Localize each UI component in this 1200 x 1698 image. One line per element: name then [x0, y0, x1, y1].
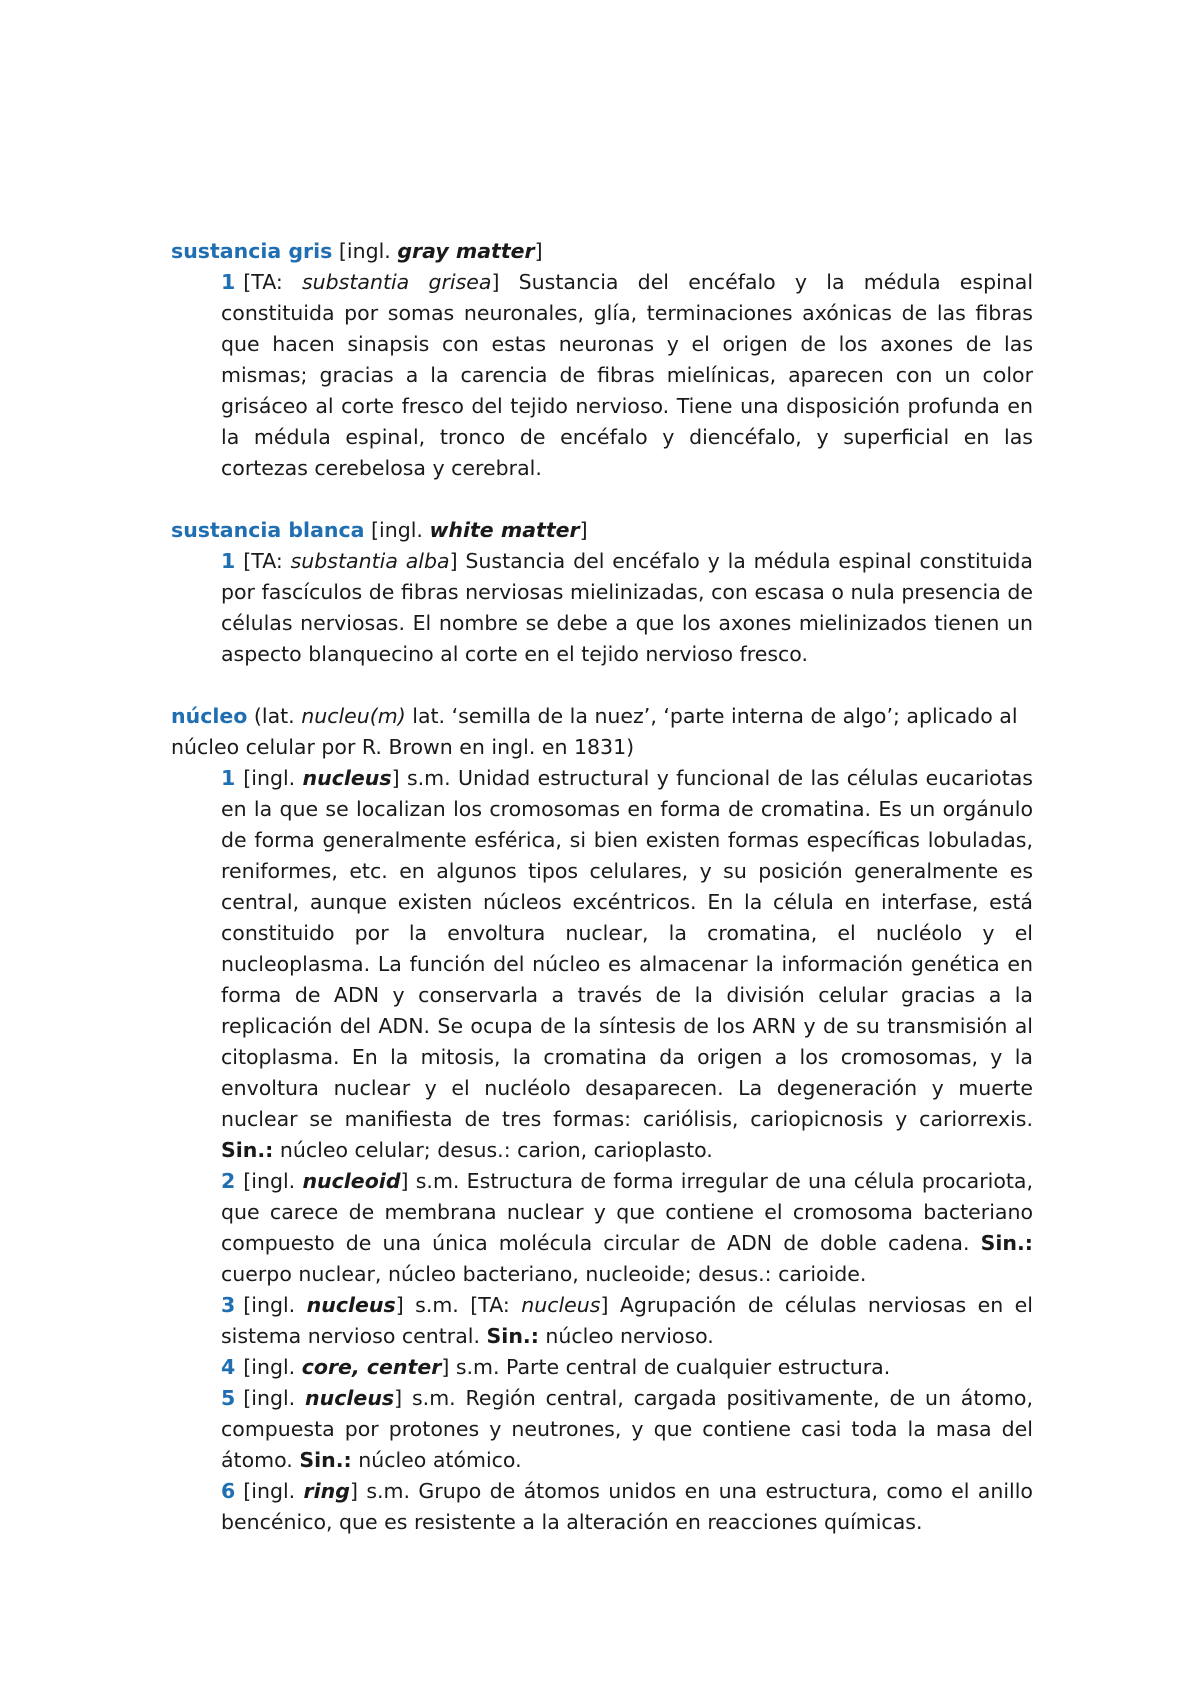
english-open: [ingl.	[243, 1479, 304, 1503]
english-term: nucleoid	[302, 1169, 401, 1193]
synonym-text: núcleo celular; desus.: carion, carioplasto.	[273, 1138, 713, 1162]
ta-open: [TA:	[243, 270, 302, 294]
latin-term: nucleu(m)	[301, 704, 406, 728]
synonym-label: Sin.:	[486, 1324, 539, 1348]
definition-text: ] s.m. Estructura de forma irregular de una célula procariota, que carece de membrana nuclear y que contiene el cromosoma bacteriano compuesto de una única molécula circular de ADN de doble cadena.	[221, 1169, 1033, 1255]
synonym-label: Sin.:	[221, 1138, 274, 1162]
definition-text: Sustancia del encéfalo y la médula espinal constituida por fascículos de fibras nerviosas mielinizadas, con escasa o nula presencia de células nerviosas. El nombre se debe a que los axones mielinizados tienen un aspecto blanquecino al corte en el tejido nervioso fresco.	[221, 549, 1033, 666]
entry-heading	[171, 701, 1033, 763]
entry-term: núcleo	[171, 704, 248, 728]
english-term: core, center	[301, 1355, 442, 1379]
definition-5	[221, 1383, 1033, 1476]
heading-bracket-close: ]	[579, 518, 588, 542]
definition-1	[221, 267, 1033, 484]
ta-open: ] s.m. [TA:	[395, 1293, 522, 1317]
synonym-text: núcleo nervioso.	[538, 1324, 714, 1348]
heading-bracket-close: ]	[534, 239, 543, 263]
definition-3	[221, 1290, 1033, 1352]
heading-bracket-open: [ingl.	[364, 518, 430, 542]
english-term: white matter	[429, 518, 580, 542]
synonym-text: núcleo atómico.	[351, 1448, 522, 1472]
definition-1	[221, 763, 1033, 1166]
entry-heading	[171, 236, 1033, 267]
etymology-start: (lat.	[247, 704, 302, 728]
etymology-text: lat. ‘semilla de la nuez’, ‘parte interna de algo’; aplicado al núcleo celular por R. Brown en ingl. en 1831)	[171, 704, 1018, 759]
english-term: gray matter	[397, 239, 535, 263]
ta-close: ]	[449, 549, 458, 573]
english-term: nucleus	[306, 1293, 396, 1317]
definition-4	[221, 1352, 1033, 1383]
english-term: ring	[303, 1479, 350, 1503]
english-open: [ingl.	[243, 1169, 303, 1193]
definition-text: ] s.m. Parte central de cualquier estructura.	[441, 1355, 891, 1379]
dictionary-page	[171, 236, 1033, 1569]
definition-text: ] s.m. Grupo de átomos unidos en una estructura, como el anillo bencénico, que es resistente a la alteración en reacciones químicas.	[221, 1479, 1033, 1534]
sense-number: 1	[221, 549, 236, 573]
definition-text: Sustancia del encéfalo y la médula espinal constituida por somas neuronales, glía, terminaciones axónicas de las fibras que hacen sinapsis con estas neuronas y el origen de los axones de las mismas; gracias a la carencia de fibras mielínicas, aparecen con un color grisáceo al corte fresco del tejido nervioso. Tiene una disposición profunda en la médula espinal, tronco de encéfalo y diencéfalo, y superficial en las cortezas cerebelosa y cerebral.	[221, 270, 1034, 480]
heading-bracket-open: [ingl.	[332, 239, 398, 263]
sense-number: 2	[221, 1169, 236, 1193]
synonym-text: cuerpo nuclear, núcleo bacteriano, nucleoide; desus.: carioide.	[221, 1262, 867, 1286]
ta-term: substantia grisea	[301, 270, 492, 294]
definition-1	[221, 546, 1033, 670]
sense-number: 3	[221, 1293, 236, 1317]
entry-nucleo	[171, 701, 1033, 1538]
ta-term: nucleus	[521, 1293, 601, 1317]
sense-number: 1	[221, 270, 236, 294]
ta-open: [TA:	[243, 549, 291, 573]
english-open: [ingl.	[243, 1355, 302, 1379]
sense-number: 4	[221, 1355, 236, 1379]
sense-number: 5	[221, 1386, 236, 1410]
entry-term: sustancia blanca	[171, 518, 365, 542]
definition-2	[221, 1166, 1033, 1290]
ta-term: substantia alba	[290, 549, 450, 573]
sense-number: 1	[221, 766, 236, 790]
english-term: nucleus	[302, 766, 392, 790]
definition-text: ] Agrupación de células nerviosas en el sistema nervioso central.	[221, 1293, 1033, 1348]
entry-sustancia-gris	[171, 236, 1033, 484]
english-term: nucleus	[305, 1386, 395, 1410]
entry-sustancia-blanca	[171, 515, 1033, 670]
synonym-label: Sin.:	[980, 1231, 1033, 1255]
english-open: [ingl.	[243, 766, 303, 790]
entry-heading	[171, 515, 1033, 546]
ta-close: ]	[491, 270, 500, 294]
definition-text: ] s.m. Unidad estructural y funcional de las células eucariotas en la que se localizan los cromosomas en forma de cromatina. Es un orgánulo de forma generalmente esférica, si bien existen formas específicas lobuladas, reniformes, etc. en algunos tipos celulares, y su posición generalmente es central, aunque existen núcleos excéntricos. En la célula en interfase, está constituido por la envoltura nuclear, la cromatina, el nucléolo y el nucleoplasma. La función del núcleo es almacenar la información genética en forma de ADN y conservarla a través de la división celular gracias a la replicación del ADN. Se ocupa de la síntesis de los ARN y de su transmisión al citoplasma. En la mitosis, la cromatina da origen a los cromosomas, y la envoltura nuclear y el nucléolo desaparecen. La degeneración y muerte nuclear se manifiesta de tres formas: cariólisis, cariopicnosis y cariorrexis.	[221, 766, 1033, 1131]
synonym-label: Sin.:	[299, 1448, 352, 1472]
definition-text: ] s.m. Región central, cargada positivamente, de un átomo, compuesta por protones y neutrones, y que contiene casi toda la masa del átomo.	[221, 1386, 1033, 1472]
english-open: [ingl.	[243, 1293, 307, 1317]
english-open: [ingl.	[243, 1386, 306, 1410]
sense-number: 6	[221, 1479, 236, 1503]
entry-term: sustancia gris	[171, 239, 333, 263]
definition-6	[221, 1476, 1033, 1538]
